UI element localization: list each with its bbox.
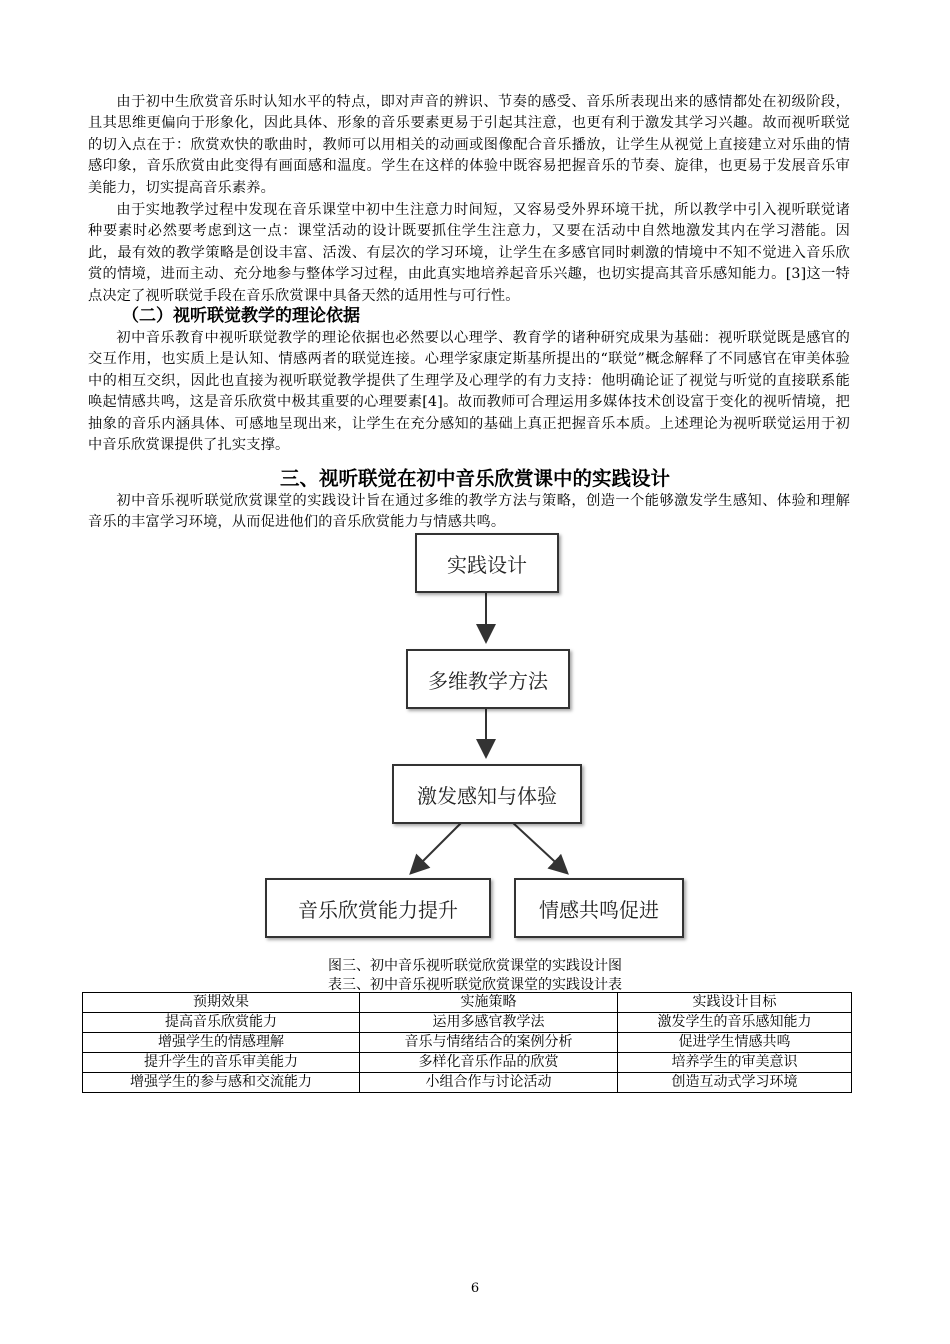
table-cell: 音乐与情绪结合的案例分析 xyxy=(360,1033,618,1053)
table-header: 预期效果 xyxy=(83,993,360,1013)
table-cell: 激发学生的音乐感知能力 xyxy=(618,1013,852,1033)
table-cell: 促进学生情感共鸣 xyxy=(618,1033,852,1053)
figure-caption: 图三、初中音乐视听联觉欣赏课堂的实践设计图 xyxy=(328,958,622,974)
practice-design-table xyxy=(82,992,852,1093)
table-cell: 增强学生的情感理解 xyxy=(83,1033,360,1053)
table-cell: 运用多感官教学法 xyxy=(360,1013,618,1033)
flow-node-teaching-methods: 多维教学方法 xyxy=(406,649,570,709)
paragraph-theory: 初中音乐教育中视听联觉教学的理论依据也必然要以心理学、教育学的诸种研究成果为基础：视听联觉既是感官的交互作用，也实质上是认知、情感两者的联觉连接。心理学家康定斯基所提出的“联觉”概念解释了不同感官在审美体验中的相互交织，因此也直接为视听联觉教学提供了生理学及心理学的有力支持：他明确论证了视觉与听觉的直接联系能唤起情感共鸣，这是音乐欣赏中极其重要的心理要素[4]。故而教师可合理运用多媒体技术创设富于变化的视听情境，把抽象的音乐内涵具体、可感地呈现出来，让学生在充分感知的基础上真正把握音乐本质。上述理论为视听联觉运用于初中音乐欣赏课提供了扎实支撑。 xyxy=(88,330,850,454)
section-heading: 三、视听联觉在初中音乐欣赏课中的实践设计 xyxy=(279,467,670,490)
table-header: 实践设计目标 xyxy=(618,993,852,1013)
flow-node-perception: 激发感知与体验 xyxy=(392,764,582,824)
flow-node-resonance: 情感共鸣促进 xyxy=(514,878,684,938)
table-cell: 创造互动式学习环境 xyxy=(618,1073,852,1093)
table-row xyxy=(83,1033,852,1053)
flow-node-practice-design: 实践设计 xyxy=(415,533,559,593)
table-row xyxy=(83,1053,852,1073)
arrow-3 xyxy=(412,822,462,872)
arrow-4 xyxy=(512,822,566,872)
page-number: 6 xyxy=(470,1281,480,1296)
table-caption: 表三、初中音乐视听联觉欣赏课堂的实践设计表 xyxy=(328,977,622,993)
table-row xyxy=(83,1013,852,1033)
flow-node-ability: 音乐欣赏能力提升 xyxy=(265,878,491,938)
table-cell: 提高音乐欣赏能力 xyxy=(83,1013,360,1033)
table-header: 实施策略 xyxy=(360,993,618,1013)
paragraph-cognition: 由于初中生欣赏音乐时认知水平的特点，即对声音的辨识、节奏的感受、音乐所表现出来的感情都处在初级阶段，且其思维更偏向于形象化，因此具体、形象的音乐要素更易于引起其注意，也更有利于激发其学习兴趣。故而视听联觉的切入点在于：欣赏欢快的歌曲时，教师可以用相关的动画或图像配合音乐播放，让学生从视觉上直接建立对乐曲的情感印象，音乐欣赏由此变得有画面感和温度。学生在这样的体验中既容易把握音乐的节奏、旋律，也更易于发展音乐审美能力，切实提高音乐素养。 xyxy=(88,94,850,196)
paragraph-attention: 由于实地教学过程中发现在音乐课堂中初中生注意力时间短，又容易受外界环境干扰，所以教学中引入视听联觉诸种要素时必然要考虑到这一点：课堂活动的设计既要抓住学生注意力，又要在活动中自然地激发其内在学习潜能。因此，最有效的教学策略是创设丰富、活泼、有层次的学习环境，让学生在多感官同时刺激的情境中不知不觉进入音乐欣赏的情境，进而主动、充分地参与整体学习过程，由此真实地培养起音乐兴趣，也切实提高其音乐感知能力。[3]这一特点决定了视听联觉手段在音乐欣赏课中具备天然的适用性与可行性。 xyxy=(88,202,850,304)
table-cell: 培养学生的审美意识 xyxy=(618,1053,852,1073)
subheading-theory-basis: （二）视听联觉教学的理论依据 xyxy=(122,306,360,326)
table-row xyxy=(83,1073,852,1093)
table-cell: 小组合作与讨论活动 xyxy=(360,1073,618,1093)
table-header-row xyxy=(83,993,852,1013)
table-cell: 增强学生的参与感和交流能力 xyxy=(83,1073,360,1093)
table-cell: 提升学生的音乐审美能力 xyxy=(83,1053,360,1073)
table-cell: 多样化音乐作品的欣赏 xyxy=(360,1053,618,1073)
paragraph-practice-intro: 初中音乐视听联觉欣赏课堂的实践设计旨在通过多维的教学方法与策略，创造一个能够激发学生感知、体验和理解音乐的丰富学习环境，从而促进他们的音乐欣赏能力与情感共鸣。 xyxy=(88,493,850,531)
